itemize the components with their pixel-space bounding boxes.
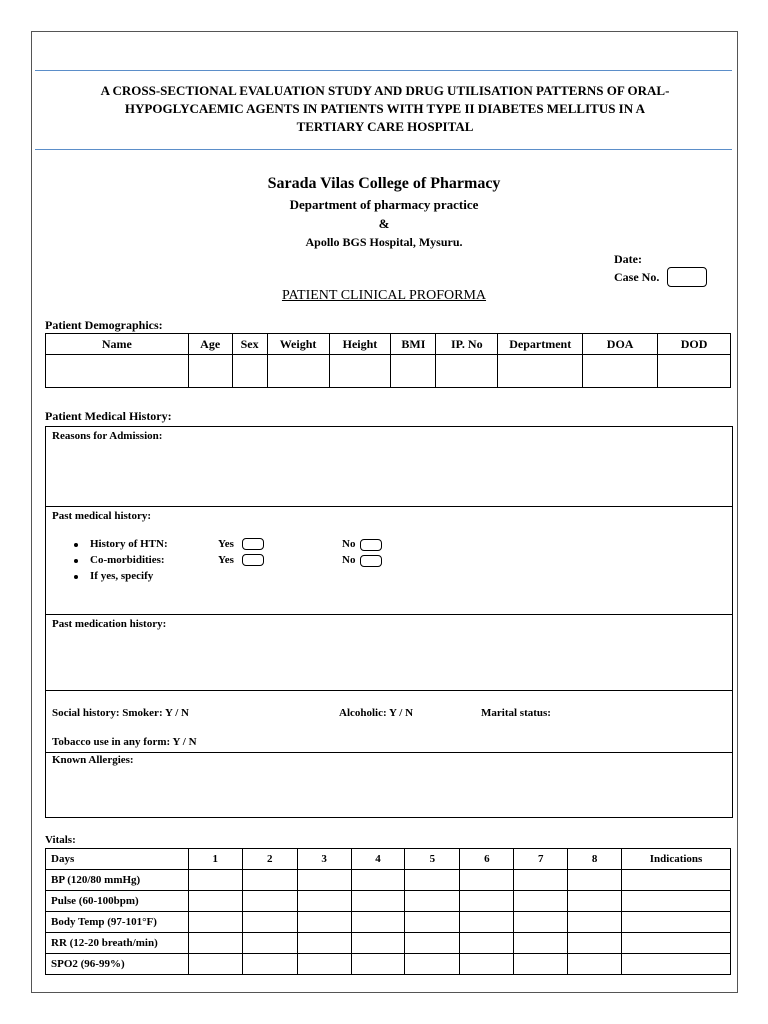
comorbid-no-checkbox[interactable] (360, 555, 382, 567)
allergies-label: Known Allergies: (52, 754, 134, 766)
weight-field[interactable] (267, 355, 329, 388)
sex-field[interactable] (232, 355, 267, 388)
vital-label: SPO2 (96-99%) (46, 954, 189, 975)
col-dod: DOD (658, 334, 731, 355)
vital-cell[interactable] (568, 870, 622, 891)
day-1-header: 1 (188, 849, 242, 870)
vital-cell[interactable] (568, 954, 622, 975)
vital-label: Body Temp (97-101°F) (46, 912, 189, 933)
vitals-header-row (46, 849, 731, 870)
demographics-input-row (46, 355, 731, 388)
htn-label: History of HTN: (90, 538, 168, 550)
vital-cell[interactable] (514, 912, 568, 933)
day-6-header: 6 (460, 849, 514, 870)
vital-cell[interactable] (188, 954, 242, 975)
ampersand: & (378, 216, 390, 231)
vital-cell[interactable] (242, 954, 297, 975)
past-medication-section[interactable] (46, 615, 732, 691)
indications-header: Indications (622, 849, 731, 870)
vital-cell[interactable] (242, 912, 297, 933)
col-doa: DOA (583, 334, 658, 355)
hospital-name: Apollo BGS Hospital, Mysuru. (305, 235, 463, 249)
col-weight: Weight (267, 334, 329, 355)
top-divider (35, 70, 732, 71)
vital-cell[interactable] (568, 912, 622, 933)
vital-cell[interactable] (568, 891, 622, 912)
bmi-field[interactable] (391, 355, 436, 388)
vital-cell[interactable] (405, 954, 460, 975)
vitals-label: Vitals: (45, 834, 76, 846)
vitals-table (45, 848, 731, 975)
vital-cell[interactable] (297, 870, 351, 891)
vital-cell[interactable] (514, 933, 568, 954)
vital-cell[interactable] (188, 933, 242, 954)
day-2-header: 2 (242, 849, 297, 870)
comorbid-yes-label: Yes (218, 554, 234, 566)
vital-cell[interactable] (297, 933, 351, 954)
vitals-row-spo2 (46, 954, 731, 975)
day-7-header: 7 (514, 849, 568, 870)
vital-cell[interactable] (460, 933, 514, 954)
smoker-label: Social history: Smoker: Y / N (52, 707, 189, 719)
vital-cell[interactable] (514, 891, 568, 912)
col-ip-no: IP. No (436, 334, 498, 355)
demographics-label: Patient Demographics: (45, 318, 163, 332)
ip-no-field[interactable] (436, 355, 498, 388)
vital-label: RR (12-20 breath/min) (46, 933, 189, 954)
past-medication-label: Past medication history: (52, 618, 167, 630)
vital-cell[interactable] (297, 891, 351, 912)
vitals-row-rr (46, 933, 731, 954)
vital-cell[interactable] (351, 870, 405, 891)
indication-cell[interactable] (622, 891, 731, 912)
vital-cell[interactable] (460, 891, 514, 912)
name-field[interactable] (46, 355, 189, 388)
reasons-label: Reasons for Admission: (52, 430, 163, 442)
vital-cell[interactable] (188, 870, 242, 891)
vital-cell[interactable] (460, 912, 514, 933)
indication-cell[interactable] (622, 912, 731, 933)
bullet-icon (74, 575, 78, 579)
medical-history-label: Patient Medical History: (45, 409, 172, 423)
vital-cell[interactable] (405, 912, 460, 933)
vital-cell[interactable] (242, 933, 297, 954)
title-divider (35, 149, 732, 150)
htn-yes-label: Yes (218, 538, 234, 550)
vital-cell[interactable] (188, 891, 242, 912)
vital-cell[interactable] (351, 891, 405, 912)
department-name: Department of pharmacy practice (289, 197, 479, 212)
day-8-header: 8 (568, 849, 622, 870)
vital-cell[interactable] (242, 870, 297, 891)
vital-cell[interactable] (460, 954, 514, 975)
reasons-section[interactable] (46, 427, 732, 507)
indication-cell[interactable] (622, 933, 731, 954)
vitals-row-pulse (46, 891, 731, 912)
vitals-row-temp (46, 912, 731, 933)
vital-label: Pulse (60-100bpm) (46, 891, 189, 912)
vital-cell[interactable] (351, 933, 405, 954)
vital-cell[interactable] (297, 912, 351, 933)
indication-cell[interactable] (622, 954, 731, 975)
study-title (40, 82, 730, 136)
demographics-header-row (46, 334, 731, 355)
comorbidities-label: Co-morbidities: (90, 554, 165, 566)
marital-status-label: Marital status: (481, 707, 551, 719)
col-department: Department (498, 334, 583, 355)
vital-cell[interactable] (405, 933, 460, 954)
comorbid-no-label: No (342, 554, 356, 566)
days-header: Days (46, 849, 189, 870)
allergies-section[interactable] (46, 753, 732, 817)
indication-cell[interactable] (622, 870, 731, 891)
case-no-label: Case No. (614, 270, 660, 284)
htn-yes-checkbox[interactable] (242, 538, 264, 550)
study-title-line-2: HYPOGLYCAEMIC AGENTS IN PATIENTS WITH TYPE II DIABETES MELLITUS IN A (124, 101, 646, 116)
vitals-row-bp (46, 870, 731, 891)
form-title: PATIENT CLINICAL PROFORMA (281, 288, 487, 303)
col-bmi: BMI (391, 334, 436, 355)
vital-cell[interactable] (297, 954, 351, 975)
col-name: Name (46, 334, 189, 355)
specify-label: If yes, specify (90, 570, 154, 582)
college-name: Sarada Vilas College of Pharmacy (267, 175, 501, 192)
date-label: Date: (614, 252, 642, 266)
study-title-line-3: TERTIARY CARE HOSPITAL (296, 119, 474, 134)
day-3-header: 3 (297, 849, 351, 870)
vital-cell[interactable] (514, 870, 568, 891)
age-field[interactable] (188, 355, 232, 388)
vital-cell[interactable] (405, 870, 460, 891)
alcoholic-label: Alcoholic: Y / N (339, 707, 414, 719)
vital-cell[interactable] (351, 954, 405, 975)
case-no-field[interactable] (667, 267, 707, 287)
medical-history-box (45, 426, 733, 818)
vital-cell[interactable] (242, 891, 297, 912)
col-age: Age (188, 334, 232, 355)
vital-cell[interactable] (460, 870, 514, 891)
vital-cell[interactable] (568, 933, 622, 954)
comorbid-yes-checkbox[interactable] (242, 554, 264, 566)
tobacco-label: Tobacco use in any form: Y / N (52, 736, 197, 748)
htn-no-label: No (342, 538, 356, 550)
vital-cell[interactable] (188, 912, 242, 933)
vital-cell[interactable] (514, 954, 568, 975)
dod-field[interactable] (658, 355, 731, 388)
demographics-table (45, 333, 731, 388)
htn-no-checkbox[interactable] (360, 539, 382, 551)
social-history-section (46, 691, 732, 753)
day-5-header: 5 (405, 849, 460, 870)
past-medical-label: Past medical history: (52, 510, 151, 522)
past-medical-section (46, 507, 732, 615)
study-title-line-1: A CROSS-SECTIONAL EVALUATION STUDY AND DRUG UTILISATION PATTERNS OF ORAL- (100, 83, 670, 98)
bullet-icon (74, 559, 78, 563)
doa-field[interactable] (583, 355, 658, 388)
col-sex: Sex (232, 334, 267, 355)
vital-cell[interactable] (351, 912, 405, 933)
height-field[interactable] (329, 355, 391, 388)
day-4-header: 4 (351, 849, 405, 870)
col-height: Height (329, 334, 391, 355)
bullet-icon (74, 543, 78, 547)
department-field[interactable] (498, 355, 583, 388)
vital-cell[interactable] (405, 891, 460, 912)
vital-label: BP (120/80 mmHg) (46, 870, 189, 891)
